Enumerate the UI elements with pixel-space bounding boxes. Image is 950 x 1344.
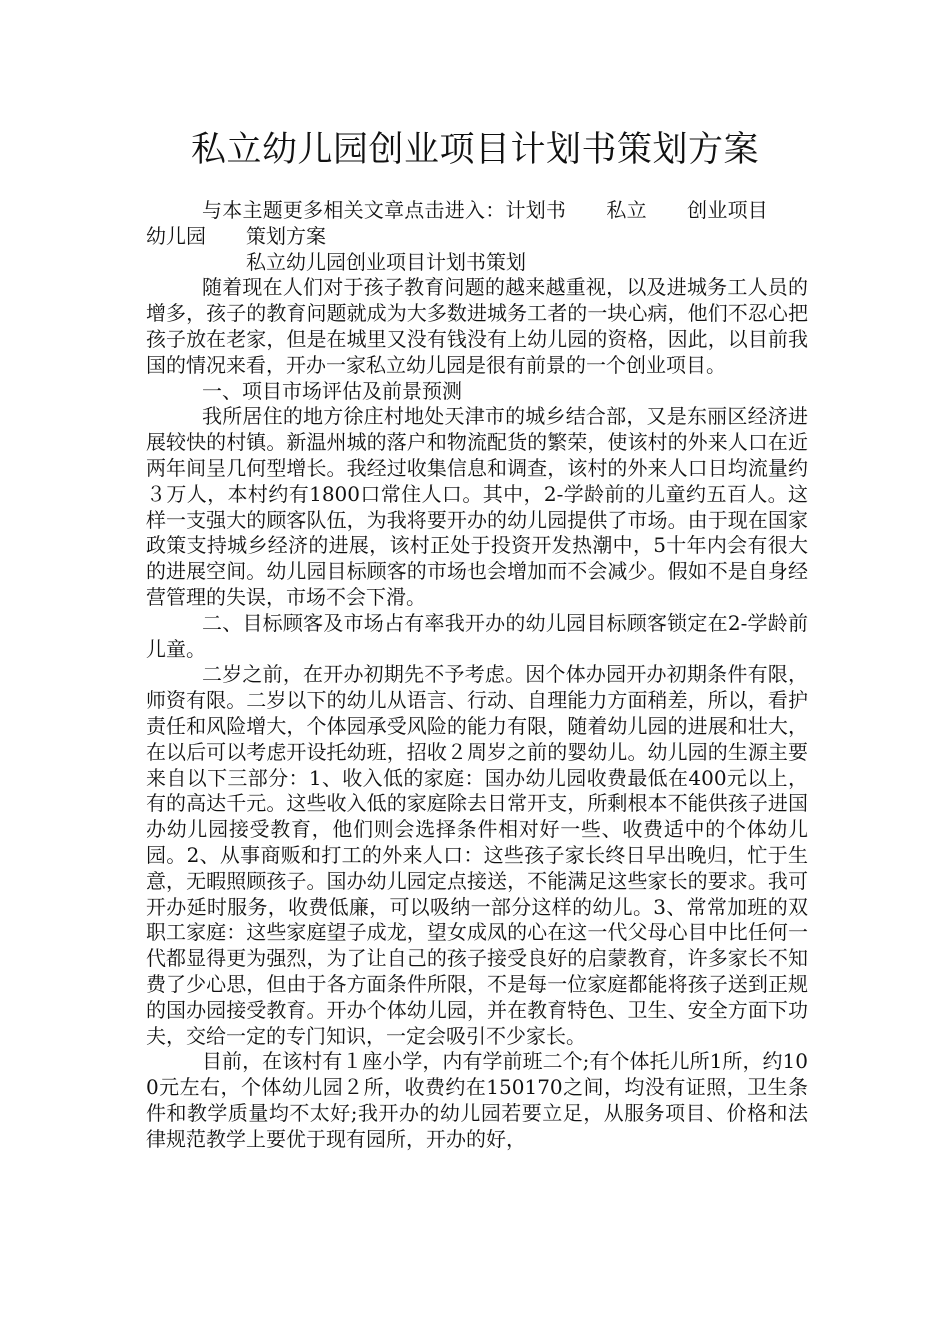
related-intro: 与本主题更多相关文章点击进入：: [202, 198, 506, 222]
paragraph-intro: 随着现在人们对于孩子教育问题的越来越重视，以及进城务工人员的增多，孩子的教育问题就成为大多数进城务工者的一块心病，他们不忍心把孩子放在老家，但是在城里又没有钱没有上幼儿园的资格，因此，以目前我国的情况来看，开办一家私立幼儿园是很有前景的一个创业项目。: [146, 275, 808, 377]
section-heading-1: 一、项目市场评估及前景预测: [202, 378, 462, 403]
document-body: [146, 198, 808, 1152]
related-link-private[interactable]: 私立: [606, 198, 647, 222]
section-heading-2: 二、目标顾客及市场占有率我开办的幼儿园目标顾客锁定在2-学龄前儿童。: [146, 610, 808, 661]
paragraph-customers: 二岁之前，在开办初期先不予考虑。因个体办园开办初期条件有限，师资有限。二岁以下的幼儿从语言、行动、自理能力方面稍差，所以，看护责任和风险增大，个体园承受风险的能力有限，随着幼儿园的进展和壮大，在以后可以考虑开设托幼班，招收２周岁之前的婴幼儿。幼儿园的生源主要来自以下三部分：1、收入低的家庭：国办幼儿园收费最低在400元以上，有的高达千元。这些收入低的家庭除去日常开支，所剩根本不能供孩子进国办幼儿园接受教育，他们则会选择条件相对好一些、收费适中的个体幼儿园。2、从事商贩和打工的外来人口：这些孩子家长终日早出晚归，忙于生意，无暇照顾孩子。国办幼儿园定点接送，不能满足这些家长的要求。我可开办延时服务，收费低廉，可以吸纳一部分这样的幼儿。3、常常加班的双职工家庭：这些家庭望子成龙，望女成凤的心在这一代父母心目中比任何一代都显得更为强烈，为了让自己的孩子接受良好的启蒙教育，许多家长不知费了少心思，但由于各方面条件所限，不是每一位家庭都能将孩子送到正规的国办园接受教育。开办个体幼儿园，并在教育特色、卫生、安全方面下功夫，交给一定的专门知识，一定会吸引不少家长。: [146, 662, 808, 1048]
paragraph-market: 我所居住的地方徐庄村地处天津市的城乡结合部，又是东丽区经济进展较快的村镇。新温州城的落户和物流配货的繁荣，使该村的外来人口在近两年间呈几何型增长。我经过收集信息和调查，该村的外来人口日均流量约３万人，本村约有1800口常住人口。其中，2-学龄前的儿童约五百人。这样一支强大的顾客队伍，为我将要开办的幼儿园提供了市场。由于现在国家政策支持城乡经济的进展，该村正处于投资开发热潮中，5十年内会有很大的进展空间。幼儿园目标顾客的市场也会增加而不会减少。假如不是自身经营管理的失误，市场不会下滑。: [146, 404, 808, 609]
document-title: 私立幼儿园创业项目计划书策划方案: [190, 130, 759, 170]
related-link-startup-project[interactable]: 创业项目: [686, 198, 769, 222]
related-link-kindergarten[interactable]: 幼儿园: [146, 223, 206, 248]
document-subtitle: 私立幼儿园创业项目计划书策划: [246, 249, 526, 274]
paragraph-competition: 目前，在该村有１座小学，内有学前班二个;有个体托儿所1所，约100元左右，个体幼儿园２所，收费约在150170之间，均没有证照，卫生条件和教学质量均不太好;我开办的幼儿园若要立足，从服务项目、价格和法律规范教学上要优于现有园所，开办的好，: [146, 1049, 808, 1151]
related-articles-line: [146, 198, 808, 250]
related-link-plan[interactable]: 计划书: [505, 198, 567, 222]
related-link-planning-scheme[interactable]: 策划方案: [246, 223, 326, 248]
